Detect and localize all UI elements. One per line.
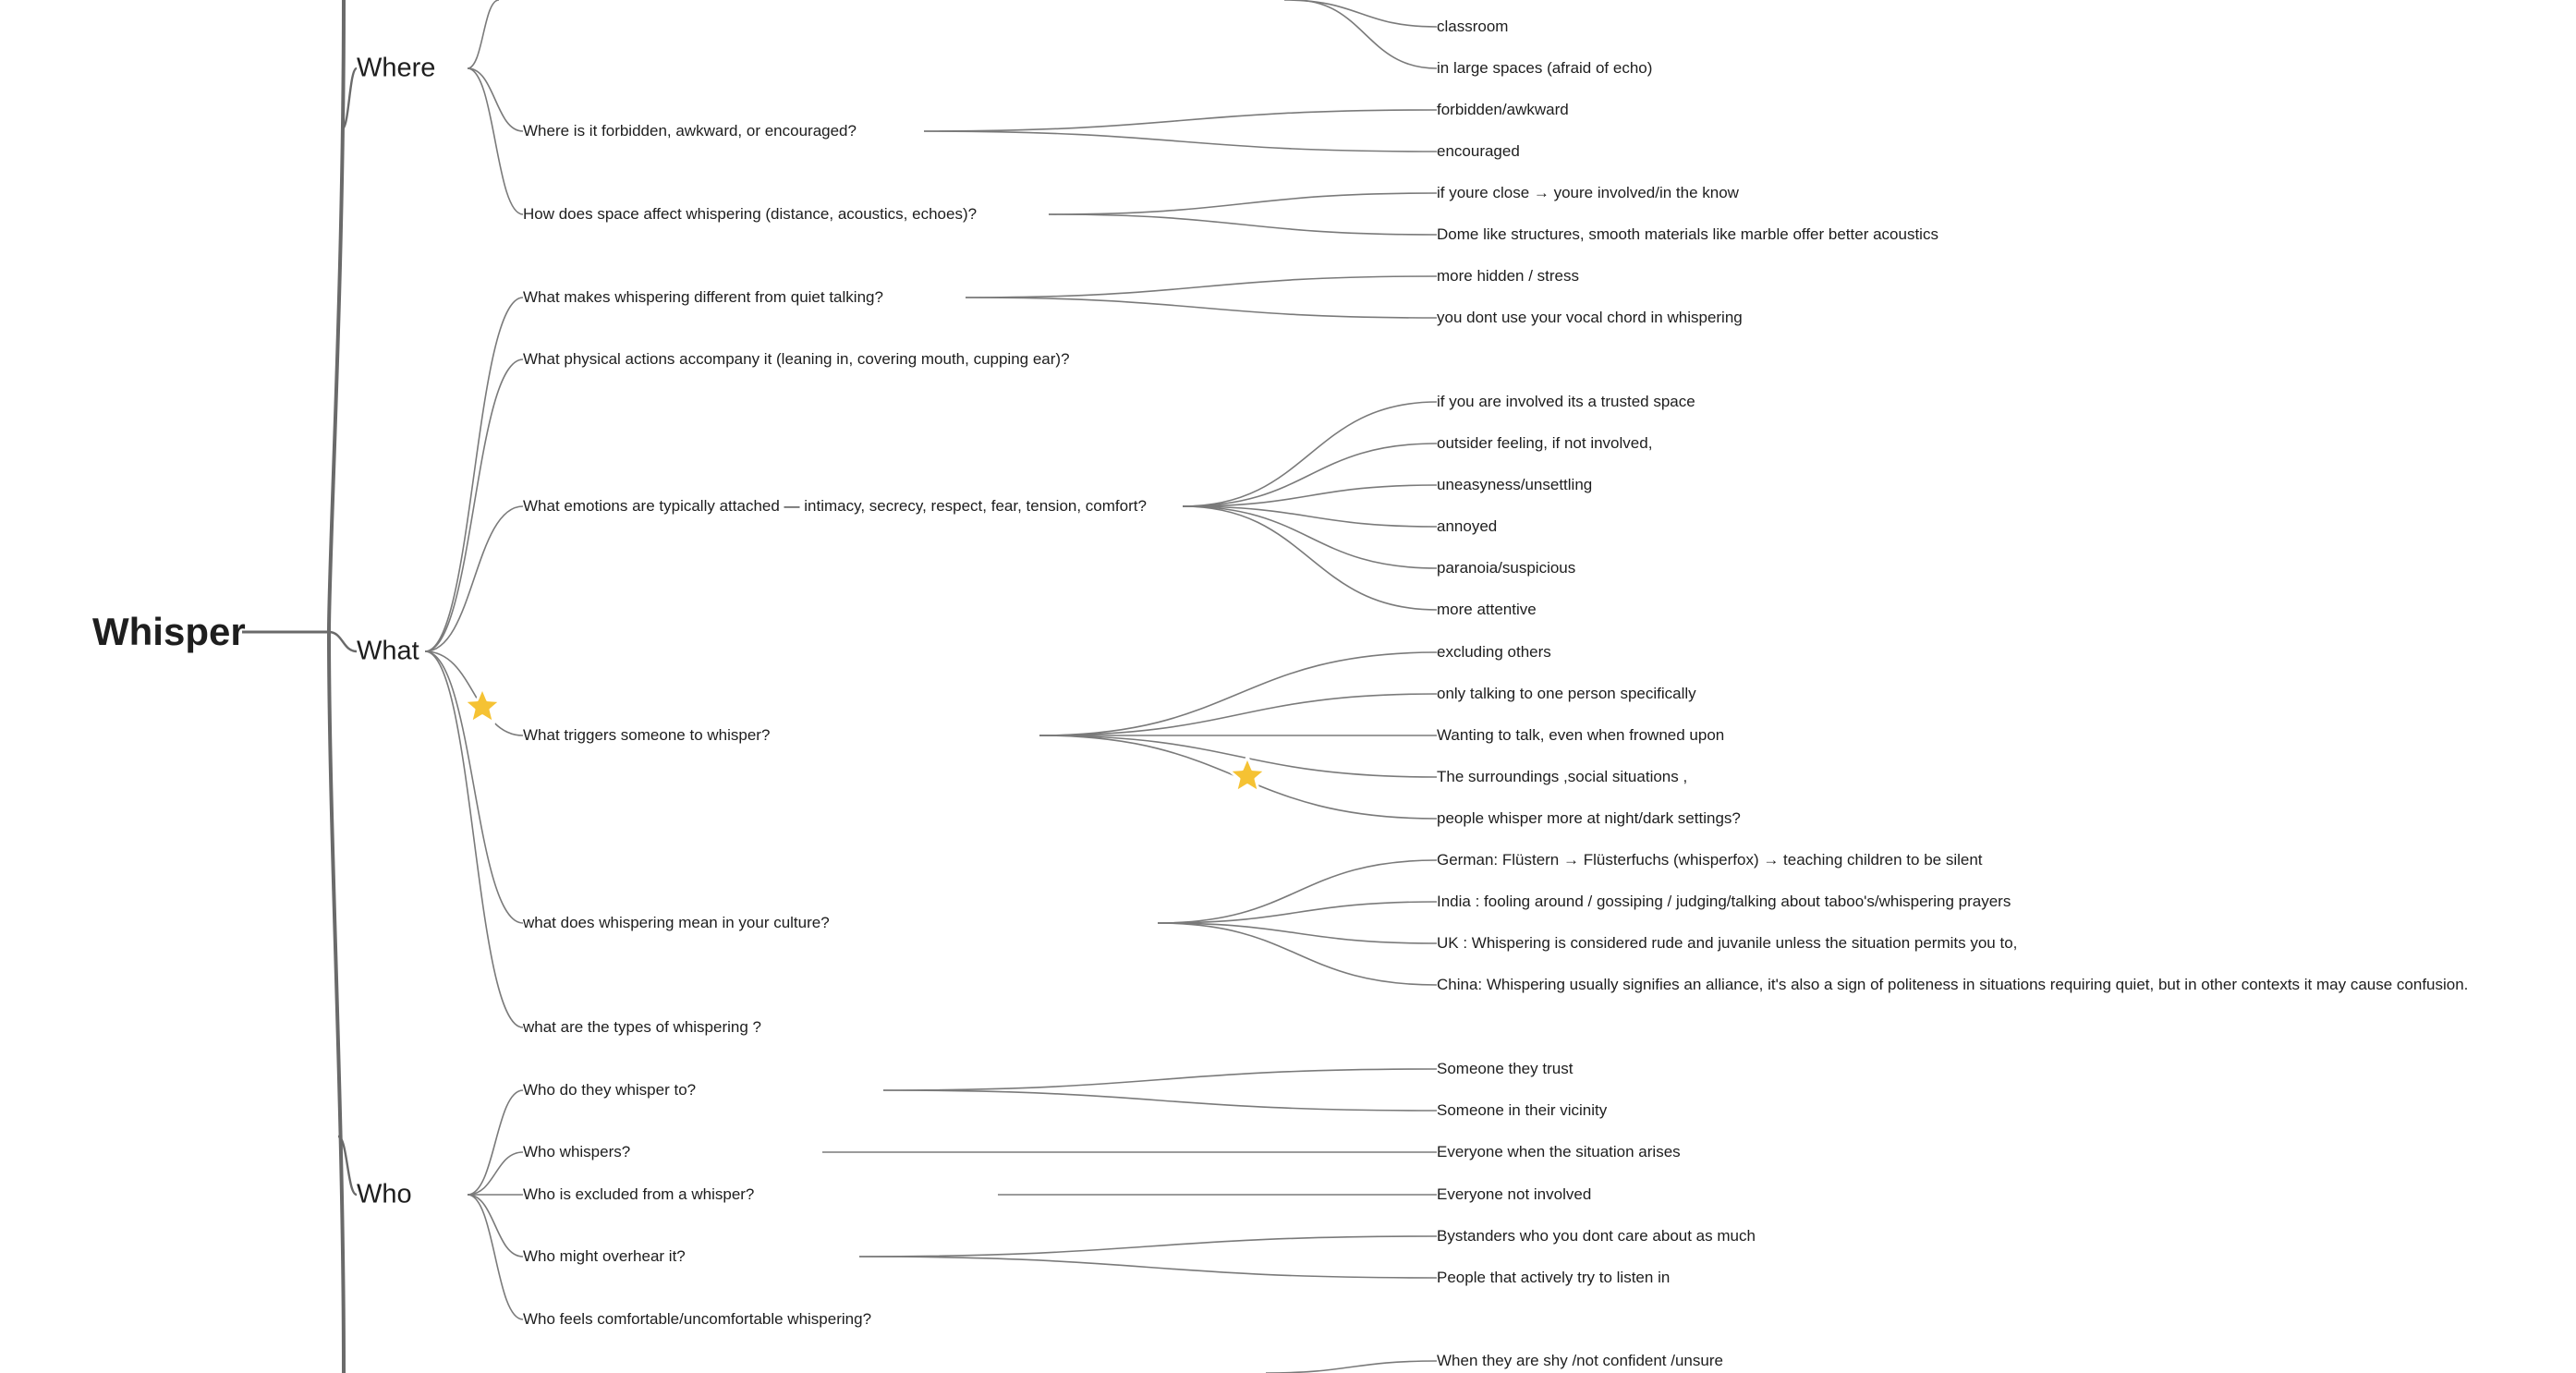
answer-item[interactable]: UK : Whispering is considered rude and juvanile unless the situation permits you to,	[1437, 934, 2018, 952]
connector-line	[966, 276, 1437, 298]
connector-line	[1183, 506, 1437, 610]
question-where-forbidden[interactable]: Where is it forbidden, awkward, or encouraged?	[523, 122, 857, 140]
answer-large-spaces[interactable]: in large spaces (afraid of echo)	[1437, 59, 1653, 77]
answer-item[interactable]: German: Flüstern → Flüsterfuchs (whisperfox) → teaching children to be silent	[1437, 851, 1983, 869]
connector-line	[1158, 923, 1437, 985]
answer-item[interactable]: encouraged	[1437, 142, 1520, 160]
connector-line	[468, 68, 523, 214]
question-what-types[interactable]: what are the types of whispering ?	[523, 1018, 761, 1036]
connector-line	[425, 359, 523, 651]
connector-line	[1183, 402, 1437, 506]
answer-item[interactable]: Someone they trust	[1437, 1060, 1574, 1077]
answer-item[interactable]: Everyone when the situation arises	[1437, 1143, 1681, 1160]
answer-item[interactable]: more attentive	[1437, 601, 1537, 618]
connector-line	[1158, 923, 1437, 943]
answer-item[interactable]: outsider feeling, if not involved,	[1437, 434, 1653, 452]
question-what-physical[interactable]: What physical actions accompany it (leaning in, covering mouth, cupping ear)?	[523, 350, 1070, 368]
question-who-to[interactable]: Who do they whisper to?	[523, 1081, 697, 1099]
answer-item[interactable]: Bystanders who you dont care about as much	[1437, 1227, 1756, 1245]
connector-line	[883, 1090, 1437, 1111]
answer-item[interactable]: The surroundings ,social situations ,	[1437, 768, 1688, 785]
question-who-excluded[interactable]: Who is excluded from a whisper?	[523, 1185, 755, 1203]
question-who-overhear[interactable]: Who might overhear it?	[523, 1247, 686, 1265]
question-who-whispers[interactable]: Who whispers?	[523, 1143, 631, 1160]
answer-item[interactable]: if youre close → youre involved/in the know	[1437, 184, 1739, 201]
connector-line	[966, 298, 1437, 318]
connector-line	[1294, 0, 1437, 68]
question-what-different[interactable]: What makes whispering different from quiet talking?	[523, 288, 883, 306]
star-sticker-icon[interactable]	[1226, 754, 1269, 796]
connector-line	[924, 110, 1437, 131]
question-who-comfortable[interactable]: Who feels comfortable/uncomfortable whispering?	[523, 1310, 872, 1328]
answer-item[interactable]: only talking to one person specifically	[1437, 685, 1696, 702]
connector-line	[1284, 0, 1437, 27]
answer-item[interactable]: China: Whispering usually signifies an alliance, it's also a sign of politeness in situations requiring quiet, but in other contexts it may cause confusion.	[1437, 976, 2469, 993]
question-what-culture[interactable]: what does whispering mean in your culture?	[523, 914, 830, 931]
answer-classroom[interactable]: classroom	[1437, 18, 1509, 35]
answer-item[interactable]: Everyone not involved	[1437, 1185, 1592, 1203]
answer-item[interactable]: excluding others	[1437, 643, 1551, 661]
answer-item[interactable]: people whisper more at night/dark settings?	[1437, 809, 1741, 827]
answer-item[interactable]: Dome like structures, smooth materials like marble offer better acoustics	[1437, 225, 1938, 243]
category-what[interactable]: What	[357, 636, 419, 666]
answer-item[interactable]: Wanting to talk, even when frowned upon	[1437, 726, 1725, 744]
connector-line	[468, 68, 523, 131]
connector-line	[1039, 652, 1437, 735]
answer-item[interactable]: India : fooling around / gossiping / judging/talking about taboo's/whispering prayers	[1437, 893, 2011, 910]
connector-line	[924, 131, 1437, 152]
root-node-whisper[interactable]: Whisper	[92, 610, 246, 653]
answer-item[interactable]: uneasyness/unsettling	[1437, 476, 1593, 493]
connector-line	[1183, 443, 1437, 506]
connector-line	[883, 1069, 1437, 1090]
question-where-space[interactable]: How does space affect whispering (distance, acoustics, echoes)?	[523, 205, 978, 223]
star-sticker-icon[interactable]	[461, 685, 504, 727]
answer-item[interactable]: People that actively try to listen in	[1437, 1269, 1671, 1286]
answer-item[interactable]: When they are shy /not confident /unsure	[1437, 1352, 1723, 1369]
category-who[interactable]: Who	[357, 1179, 412, 1209]
answer-item[interactable]: you dont use your vocal chord in whispering	[1437, 309, 1743, 326]
connector-line	[468, 1195, 523, 1257]
connector-line	[1049, 193, 1437, 214]
answer-item[interactable]: annoyed	[1437, 517, 1498, 535]
connector-line	[859, 1257, 1437, 1278]
connector-line	[1049, 214, 1437, 235]
connector-line	[1266, 1361, 1437, 1373]
connector-line	[1158, 902, 1437, 923]
category-where[interactable]: Where	[357, 53, 436, 83]
question-what-triggers[interactable]: What triggers someone to whisper?	[523, 726, 771, 744]
question-what-emotions[interactable]: What emotions are typically attached — intimacy, secrecy, respect, fear, tension, comfort?	[523, 497, 1147, 515]
answer-item[interactable]: Someone in their vicinity	[1437, 1101, 1608, 1119]
connector-line	[425, 298, 523, 651]
answer-item[interactable]: if you are involved its a trusted space	[1437, 393, 1695, 410]
connector-line	[468, 1152, 523, 1195]
connector-line	[468, 1195, 523, 1319]
connector-line	[425, 506, 523, 651]
connector-line	[1158, 860, 1437, 923]
connector-line	[1039, 694, 1437, 735]
answer-item[interactable]: more hidden / stress	[1437, 267, 1580, 285]
trunk-line	[329, 0, 344, 1373]
connector-line	[329, 632, 357, 651]
connector-line	[468, 1090, 523, 1195]
connector-line	[468, 0, 499, 68]
answer-item[interactable]: paranoia/suspicious	[1437, 559, 1576, 577]
answer-item[interactable]: forbidden/awkward	[1437, 101, 1569, 118]
connector-line	[859, 1236, 1437, 1257]
